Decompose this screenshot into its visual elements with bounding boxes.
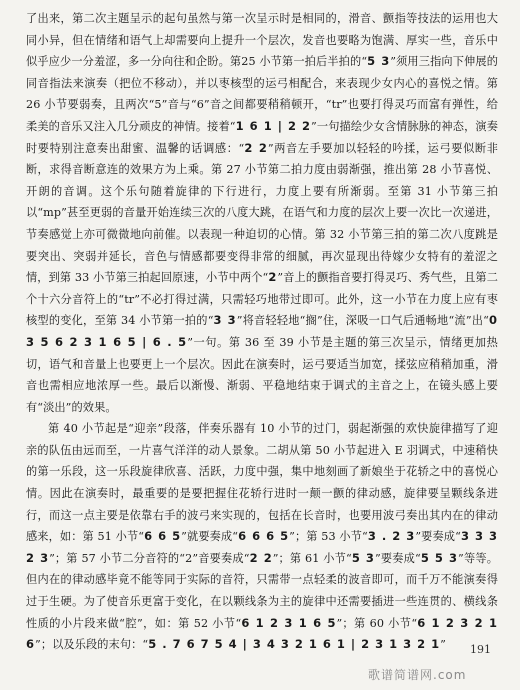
jianpu-notation: 5 3 [351, 550, 375, 565]
jianpu-notation: 2 2 [249, 550, 273, 565]
text-run: 第 40 小节起是“迎亲”段落，伴奏乐器有 10 小节的过门，弱起渐强的欢快旋律描写了迎亲的队伍由远而至，一片喜气洋洋的动人景象。二胡从第 50 小节起进入 E 羽调式，中速稍快的第一乐段，这一乐段旋律欣喜、活跃，力度中强，集中地刻画了新娘坐于花轿之中的喜悦心情。因此在演奏时，最重要的是要把握住花轿行进时一颠一颤的律动感，旋律要呈颗线条进行，而这一点主要是依靠右手的波弓来实现的，包括在长音时，也要用波弓奏出其内在的律动感来，如：第 51 小节“ [26, 422, 498, 544]
text-run: ”就要奏成“ [181, 530, 239, 544]
text-run: ” [440, 638, 446, 652]
text-run: ”一句描绘少女含情脉脉的神态，演奏时要特别注意奏出甜蜜、温馨的话调感：“ [26, 119, 499, 155]
jianpu-notation: 5 3 [367, 54, 391, 69]
jianpu-notation: 3 . 2 3 [367, 529, 416, 544]
paragraph [26, 418, 498, 656]
text-run: ”两音左手要加以轻轻的吟揉，运弓要似断非断，求得音断意连的效果方为上乘。第 27 小节第二拍力度由弱渐强，推出第 28 小节喜悦、开朗的音调。这个乐句随着旋律的下行进行，力度上要有所渐弱。至第 31 小节第三拍以“mp”甚至更弱的音量开始连续三次的八度大跳，在语气和力度的层次上要一次比一次递进，节奏感觉上亦可微微地向前催。以表现一种迫切的心情。第 32 小节第三拍的第二次八度跳是要突出、突弱并延长，音色与情感都要变得非常的细腻，再次显现出待嫁少女特有的羞涩之情，到第 33 小节第三拍起回原速，小节中两个“ [26, 141, 498, 285]
text-run: ”一句。第 36 至 39 小节是主题的第三次呈示，情绪更加热切，语气和音量上也要更上一个层次。因此在演奏时，运弓要适当加宽，揉弦应稍稍加重，滑音也需相应地浓厚一些。最后以渐慢、渐弱、平稳地结束于调式的主音之上，在镜头感上要有“淡出”的效果。 [26, 335, 498, 414]
jianpu-notation: 5 5 3 [420, 550, 459, 565]
watermark-text: 歌谱简谱网.com [368, 668, 467, 682]
paragraph [26, 8, 498, 418]
jianpu-notation: 0 3 5 6 2 3 1 6 5 | 6 . 5 [26, 313, 499, 349]
body-text [26, 8, 498, 656]
jianpu-notation: 2 [268, 270, 278, 285]
jianpu-notation: 6 6 5 [144, 529, 182, 544]
jianpu-notation: 3 3 [213, 313, 237, 328]
jianpu-notation: 6 6 6 5 [238, 529, 290, 544]
text-run: 了出来，第二次主题呈示的起句虽然与第一次呈示时是相同的，滑音、颤指等技法的运用也大同小异，但在情绪和语气上却需要向上提升一个层次，发音也要略为饱满、厚实一些，音乐中似乎应少一分羞涩，多一分向往和企盼。第25 小节第一拍后半拍的“ [26, 12, 498, 69]
text-run: ”；第 60 小节“ [336, 616, 418, 630]
text-run: ”；第 53 小节“ [289, 530, 368, 544]
jianpu-notation: 3 3 3 2 3 [26, 529, 498, 565]
text-run: ”将音轻轻地“搁”住，深吸一口气后通畅地“流”出“ [236, 314, 489, 328]
text-run: ”；以及乐段的末句：“ [35, 638, 149, 652]
text-run: ”音上的颤指音要打得灵巧、秀气些，且第二个十六分音符上的“tr”不必打得过满，只需轻巧地带过即可。此外，这一小节在力度上应有枣核型的变化，至第 34 小节第一拍的“ [26, 271, 499, 328]
text-run: ”须用三指向下伸展的同音指法来演奏（把位不移动），并以枣核型的运弓相配合，来表现少女内心的喜悦之情。第 26 小节要弱奏，且两次“5”音与“6”音之间都要稍稍顿开，“tr”也要打得灵巧而富有弹性，给柔美的音乐又注入几分顽皮的神情。接着“ [26, 55, 498, 133]
page-number: 191 [470, 643, 491, 656]
text-run: ”；第 57 小节二分音符的“2”音要奏成“ [49, 551, 250, 565]
jianpu-notation: 2 2 [244, 140, 268, 155]
jianpu-notation: 6 1 2 3 2 1 6 [26, 615, 499, 652]
text-run: ”；第 61 小节“ [272, 551, 352, 565]
jianpu-notation: 5 . 7 6 7 5 4 | 3 4 3 2 1 6 1 | 2 3 1 3 2 1 [148, 637, 441, 652]
text-run: ”等等。但内在的律动感毕竟不能等同于实际的音符，只需带一点轻柔的波音即可，而千万不能演奏得过于生硬。为了使音乐更富于变化，在以颗线条为主的旋律中还需要插进一些连贯的、横线条性质的小片段来做“腔”，如：第 52 小节“ [26, 551, 498, 630]
text-run: ”要奏成“ [374, 551, 421, 565]
jianpu-notation: 6 1 2 3 1 6 5 [241, 615, 337, 630]
jianpu-notation: 1 6 1 | 2 2 [235, 118, 312, 133]
text-run: ”要奏成“ [415, 530, 461, 544]
